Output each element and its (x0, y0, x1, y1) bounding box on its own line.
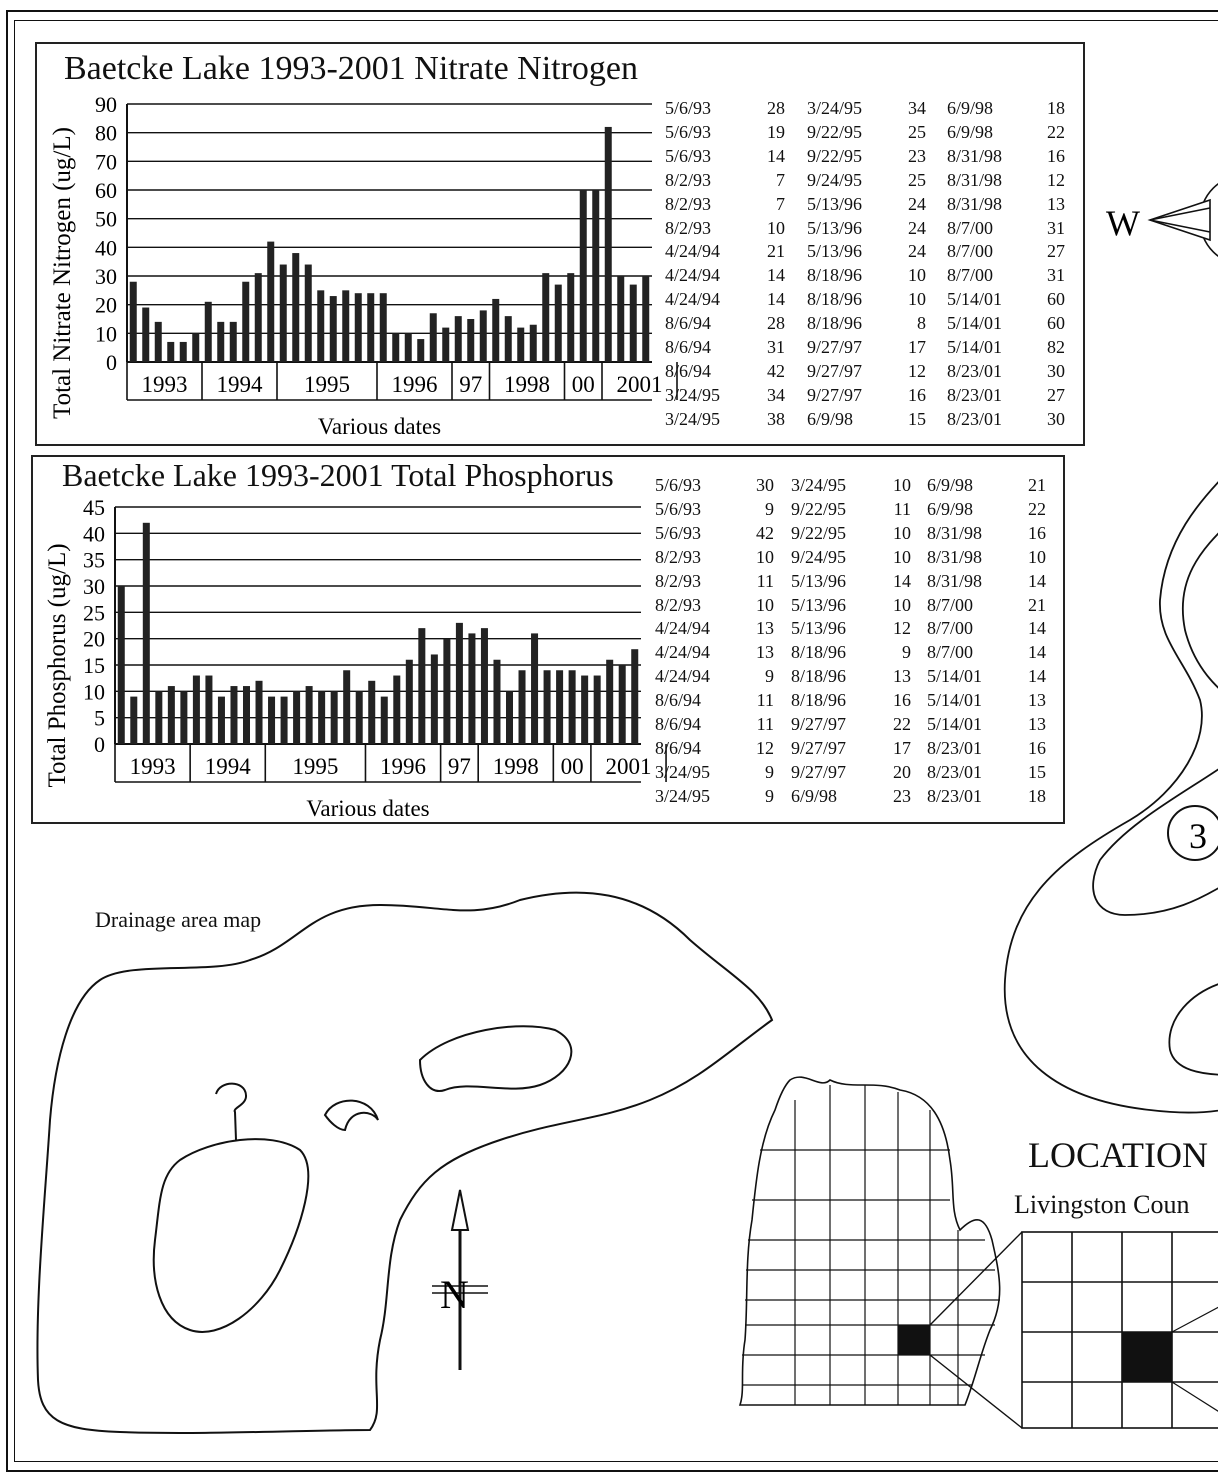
table-date-cell: 8/18/96 (791, 666, 847, 687)
table-date-cell: 5/6/93 (655, 475, 702, 495)
site-marker-label: 3 (1189, 816, 1207, 856)
table-date-cell: 9/22/95 (791, 498, 847, 519)
table-date-cell: 8/6/94 (665, 337, 712, 357)
table-date-cell: 4/24/94 (665, 241, 721, 262)
drainage-map-label: Drainage area map (95, 907, 262, 932)
table-value-cell: 9 (765, 666, 774, 687)
year-group-label: 1993 (129, 754, 176, 779)
table-date-cell: 5/14/01 (927, 690, 983, 711)
table-value-cell: 34 (767, 384, 785, 405)
table-value-cell: 13 (1028, 714, 1046, 734)
pond-small (216, 1084, 246, 1140)
table-value-cell: 16 (1028, 737, 1046, 758)
table-date-cell: 9/22/95 (807, 121, 863, 142)
table-date-cell: 8/18/96 (791, 642, 847, 663)
table-date-cell: 5/6/93 (665, 145, 712, 166)
table-value-cell: 7 (776, 169, 785, 190)
table-value-cell: 17 (893, 737, 911, 758)
year-group-label: 1998 (492, 754, 539, 779)
y-tick-label: 20 (83, 626, 105, 652)
y-axis-label: Total Nitrate Nitrogen (ug/L) (49, 127, 76, 419)
table-date-cell: 6/9/98 (791, 785, 838, 806)
table-value-cell: 25 (908, 121, 926, 142)
table-value-cell: 15 (908, 408, 926, 429)
table-value-cell: 23 (908, 145, 926, 166)
zoom-lines (930, 1232, 1022, 1428)
table-date-cell: 8/2/93 (665, 169, 712, 190)
table-value-cell: 60 (1047, 313, 1065, 334)
y-tick-label: 15 (83, 653, 105, 678)
y-tick-label: 0 (94, 732, 105, 757)
table-date-cell: 5/13/96 (807, 217, 863, 238)
y-tick-label: 50 (95, 206, 117, 232)
table-date-cell: 6/9/98 (927, 475, 974, 495)
table-date-cell: 8/7/00 (947, 241, 994, 262)
table-value-cell: 10 (908, 289, 926, 310)
table-date-cell: 5/6/93 (655, 498, 702, 519)
table-date-cell: 4/24/94 (655, 666, 711, 687)
table-date-cell: 9/24/95 (807, 169, 863, 190)
table-value-cell: 28 (767, 313, 785, 334)
table-value-cell: 11 (756, 714, 774, 734)
year-group-label: 1994 (204, 754, 251, 779)
table-date-cell: 6/9/98 (947, 121, 994, 142)
table-value-cell: 12 (756, 737, 774, 758)
table-value-cell: 10 (893, 546, 911, 567)
table-value-cell: 9 (902, 642, 911, 663)
table-value-cell: 11 (893, 498, 911, 519)
table-value-cell: 21 (1028, 594, 1046, 615)
table-value-cell: 30 (1047, 408, 1065, 429)
table-value-cell: 13 (756, 618, 774, 639)
year-group-label: 1996 (380, 754, 427, 779)
table-value-cell: 14 (893, 570, 911, 591)
table-value-cell: 12 (893, 618, 911, 639)
michigan-map (740, 1077, 1000, 1405)
table-date-cell: 8/23/01 (927, 785, 983, 806)
table-value-cell: 16 (1047, 145, 1065, 166)
table-date-cell: 8/7/00 (947, 217, 994, 238)
table-value-cell: 19 (767, 121, 785, 142)
table-value-cell: 24 (908, 241, 926, 262)
table-date-cell: 5/13/96 (791, 618, 847, 639)
table-value-cell: 10 (893, 594, 911, 615)
table-value-cell: 34 (908, 98, 926, 118)
table-value-cell: 10 (893, 522, 911, 543)
table-value-cell: 18 (1028, 785, 1046, 806)
table-date-cell: 4/24/94 (665, 289, 721, 310)
y-tick-label: 5 (94, 705, 105, 731)
table-date-cell: 4/24/94 (655, 642, 711, 663)
table-date-cell: 8/31/98 (947, 145, 1003, 166)
table-date-cell: 9/27/97 (807, 337, 863, 357)
table-value-cell: 16 (908, 384, 926, 405)
year-group-label: 00 (571, 372, 595, 397)
table-value-cell: 24 (908, 217, 926, 238)
table-value-cell: 21 (1028, 475, 1046, 495)
table-date-cell: 8/2/93 (665, 193, 712, 214)
year-group-label: 1993 (141, 372, 188, 397)
table-value-cell: 22 (893, 714, 911, 734)
table-date-cell: 8/6/94 (655, 737, 702, 758)
table-value-cell: 14 (1028, 570, 1046, 591)
table-value-cell: 27 (1047, 384, 1065, 405)
table-date-cell: 8/18/96 (807, 265, 863, 286)
table-value-cell: 10 (1028, 546, 1046, 567)
table-date-cell: 3/24/95 (791, 475, 847, 495)
table-value-cell: 13 (1028, 690, 1046, 711)
table-value-cell: 20 (893, 761, 911, 782)
table-value-cell: 28 (767, 98, 785, 118)
table-date-cell: 8/6/94 (655, 714, 702, 734)
table-value-cell: 15 (1028, 761, 1046, 782)
table-value-cell: 11 (756, 690, 774, 711)
table-value-cell: 60 (1047, 289, 1065, 310)
table-date-cell: 8/7/00 (927, 642, 974, 663)
table-value-cell: 24 (908, 193, 926, 214)
table-date-cell: 8/31/98 (927, 570, 983, 591)
lake-right (420, 1026, 571, 1091)
table-value-cell: 27 (1047, 241, 1065, 262)
table-value-cell: 9 (765, 498, 774, 519)
y-tick-label: 10 (95, 321, 117, 347)
table-date-cell: 9/27/97 (807, 360, 863, 381)
table-date-cell: 5/6/93 (665, 98, 712, 118)
table-value-cell: 14 (1028, 666, 1046, 687)
table-value-cell: 42 (767, 360, 785, 381)
table-date-cell: 8/2/93 (655, 594, 702, 615)
y-axis-label: Total Phosphorus (ug/L) (44, 543, 71, 788)
table-value-cell: 10 (756, 594, 774, 615)
table-date-cell: 3/24/95 (655, 785, 711, 806)
county-zoom-lines (1172, 1300, 1218, 1420)
table-date-cell: 9/27/97 (791, 761, 847, 782)
location-county: Livingston Coun (1014, 1190, 1190, 1219)
table-date-cell: 6/9/98 (947, 98, 994, 118)
table-date-cell: 8/6/94 (655, 690, 702, 711)
year-group-label: 1995 (292, 754, 339, 779)
table-date-cell: 3/24/95 (807, 98, 863, 118)
table-date-cell: 9/27/97 (791, 737, 847, 758)
table-value-cell: 9 (765, 761, 774, 782)
table-date-cell: 6/9/98 (807, 408, 854, 429)
table-date-cell: 5/13/96 (791, 594, 847, 615)
table-value-cell: 10 (756, 546, 774, 567)
table-date-cell: 8/7/00 (947, 265, 994, 286)
table-date-cell: 8/7/00 (927, 594, 974, 615)
y-tick-label: 0 (106, 350, 117, 375)
pond-crescent (325, 1101, 378, 1130)
table-date-cell: 4/24/94 (655, 618, 711, 639)
y-tick-label: 80 (95, 120, 117, 146)
compass-west-label: W (1106, 203, 1140, 243)
y-tick-label: 35 (83, 547, 105, 573)
table-date-cell: 8/31/98 (947, 193, 1003, 214)
table-date-cell: 8/31/98 (927, 522, 983, 543)
table-value-cell: 13 (893, 666, 911, 687)
table-value-cell: 18 (1047, 98, 1065, 118)
county-zoom-grid (1022, 1232, 1218, 1428)
table-date-cell: 5/13/96 (791, 570, 847, 591)
table-date-cell: 8/18/96 (807, 313, 863, 334)
table-date-cell: 5/14/01 (947, 289, 1003, 310)
table-value-cell: 42 (756, 522, 774, 543)
table-date-cell: 8/6/94 (665, 313, 712, 334)
livingston-county-highlight (898, 1325, 930, 1355)
table-date-cell: 4/24/94 (665, 265, 721, 286)
year-group-label: 2001 (605, 754, 652, 779)
y-tick-label: 40 (83, 521, 105, 547)
table-date-cell: 8/23/01 (927, 737, 983, 758)
phosphorus-chart-title: Baetcke Lake 1993-2001 Total Phosphorus (62, 457, 614, 493)
table-date-cell: 5/6/93 (655, 522, 702, 543)
table-value-cell: 22 (1028, 498, 1046, 519)
table-value-cell: 11 (756, 570, 774, 591)
table-value-cell: 14 (767, 265, 785, 286)
table-value-cell: 9 (765, 785, 774, 806)
table-date-cell: 5/14/01 (927, 714, 983, 734)
table-value-cell: 8 (917, 313, 926, 334)
x-axis-label: Various dates (317, 414, 442, 439)
table-value-cell: 14 (767, 145, 785, 166)
table-value-cell: 30 (1047, 360, 1065, 381)
table-date-cell: 5/6/93 (665, 121, 712, 142)
north-label: N (440, 1272, 469, 1317)
year-group-label: 1994 (216, 372, 263, 397)
table-value-cell: 23 (893, 785, 911, 806)
year-group-label: 1998 (504, 372, 550, 397)
table-date-cell: 8/2/93 (655, 570, 702, 591)
table-value-cell: 12 (1047, 169, 1065, 190)
table-value-cell: 31 (1047, 265, 1065, 286)
table-date-cell: 9/24/95 (791, 546, 847, 567)
table-date-cell: 6/9/98 (927, 498, 974, 519)
table-value-cell: 10 (908, 265, 926, 286)
table-date-cell: 8/7/00 (927, 618, 974, 639)
table-value-cell: 16 (1028, 522, 1046, 543)
location-title: LOCATION (1028, 1135, 1208, 1175)
table-date-cell: 8/23/01 (927, 761, 983, 782)
table-date-cell: 8/23/01 (947, 384, 1003, 405)
year-group-label: 2001 (616, 372, 663, 397)
table-date-cell: 3/24/95 (665, 408, 721, 429)
table-date-cell: 8/2/93 (665, 217, 712, 238)
table-value-cell: 14 (1028, 642, 1046, 663)
table-value-cell: 7 (776, 193, 785, 214)
table-value-cell: 10 (767, 217, 785, 238)
table-date-cell: 8/31/98 (927, 546, 983, 567)
lake-left (154, 1139, 309, 1332)
table-date-cell: 8/23/01 (947, 360, 1003, 381)
compass-icon (1150, 175, 1218, 265)
county-zoom-highlight (1122, 1332, 1172, 1382)
year-group-label: 1996 (391, 372, 438, 397)
y-tick-label: 30 (95, 264, 117, 289)
contour-lake-map (1005, 470, 1218, 1113)
drainage-boundary (37, 893, 772, 1433)
table-value-cell: 30 (756, 475, 774, 495)
y-tick-label: 40 (95, 235, 117, 261)
table-value-cell: 25 (908, 169, 926, 190)
table-value-cell: 31 (767, 337, 785, 357)
table-date-cell: 8/6/94 (665, 360, 712, 381)
y-tick-label: 10 (83, 679, 105, 705)
table-value-cell: 13 (1047, 193, 1065, 214)
table-date-cell: 3/24/95 (655, 761, 711, 782)
table-date-cell: 8/18/96 (807, 289, 863, 310)
x-axis-label: Various dates (306, 796, 430, 821)
table-value-cell: 12 (908, 360, 926, 381)
table-value-cell: 82 (1047, 337, 1065, 357)
table-date-cell: 8/23/01 (947, 408, 1003, 429)
y-tick-label: 90 (95, 92, 117, 117)
table-value-cell: 14 (767, 289, 785, 310)
table-date-cell: 8/18/96 (791, 690, 847, 711)
table-value-cell: 10 (893, 475, 911, 495)
nitrate-chart-title: Baetcke Lake 1993-2001 Nitrate Nitrogen (64, 50, 639, 87)
table-date-cell: 8/2/93 (655, 546, 702, 567)
table-value-cell: 16 (893, 690, 911, 711)
table-date-cell: 9/27/97 (807, 384, 863, 405)
table-value-cell: 21 (767, 241, 785, 262)
table-date-cell: 9/27/97 (791, 714, 847, 734)
table-date-cell: 5/13/96 (807, 193, 863, 214)
table-value-cell: 38 (767, 408, 785, 429)
table-date-cell: 3/24/95 (665, 384, 721, 405)
table-date-cell: 5/14/01 (947, 337, 1003, 357)
y-tick-label: 60 (95, 178, 117, 203)
year-group-label: 97 (447, 754, 471, 779)
table-value-cell: 17 (908, 337, 926, 357)
y-tick-label: 25 (83, 600, 105, 626)
year-group-label: 1995 (304, 372, 350, 397)
y-tick-label: 70 (95, 149, 117, 175)
y-tick-label: 30 (83, 574, 105, 599)
table-date-cell: 9/22/95 (791, 522, 847, 543)
y-tick-label: 45 (83, 495, 105, 520)
table-date-cell: 5/14/01 (947, 313, 1003, 334)
table-value-cell: 14 (1028, 618, 1046, 639)
year-group-label: 00 (560, 754, 584, 779)
table-date-cell: 5/14/01 (927, 666, 983, 687)
table-date-cell: 9/22/95 (807, 145, 863, 166)
table-value-cell: 31 (1047, 217, 1065, 238)
table-value-cell: 13 (756, 642, 774, 663)
year-group-label: 97 (459, 372, 483, 397)
table-date-cell: 5/13/96 (807, 241, 863, 262)
y-tick-label: 20 (95, 292, 117, 318)
table-date-cell: 8/31/98 (947, 169, 1003, 190)
table-value-cell: 22 (1047, 121, 1065, 142)
